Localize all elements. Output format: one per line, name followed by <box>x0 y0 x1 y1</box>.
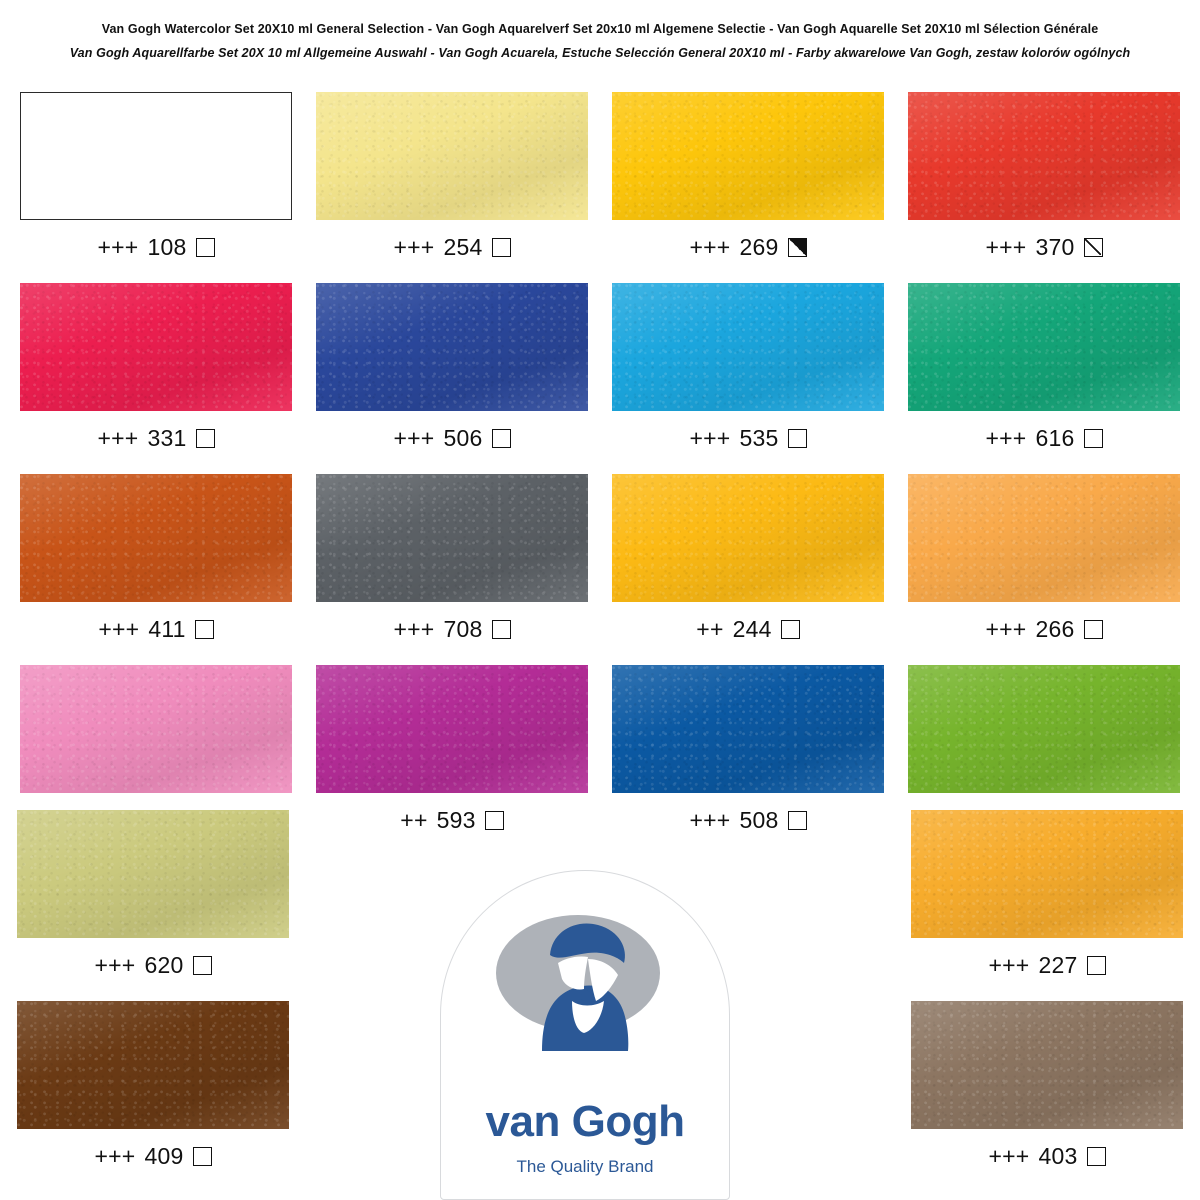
color-swatch <box>17 1001 289 1129</box>
paper-grain-texture <box>20 665 292 793</box>
paper-grain-texture <box>911 810 1183 938</box>
opacity-indicator-icon <box>492 429 511 448</box>
opacity-indicator-icon <box>788 429 807 448</box>
paper-grain-texture <box>316 474 588 602</box>
paper-grain-texture <box>908 92 1180 220</box>
paper-grain-texture <box>612 92 884 220</box>
swatch-label <box>94 1143 211 1170</box>
swatch-row <box>0 665 1200 834</box>
color-code: 616 <box>1035 425 1075 451</box>
swatch-cell-370 <box>899 92 1189 261</box>
paper-grain-texture <box>316 92 588 220</box>
swatch-row <box>0 283 1200 452</box>
swatch-cell-269 <box>603 92 893 261</box>
bottom-section <box>0 810 1200 1200</box>
brand-logo <box>440 870 760 1200</box>
swatch-label <box>985 616 1102 643</box>
paper-grain-texture <box>612 283 884 411</box>
wash-gradient <box>908 283 1180 411</box>
swatch-label <box>689 425 806 452</box>
swatch-cell-108 <box>11 92 301 261</box>
opacity-indicator-icon <box>1084 620 1103 639</box>
wash-gradient <box>316 474 588 602</box>
color-code: 508 <box>739 807 779 833</box>
swatch-cell-593 <box>307 665 597 834</box>
opacity-indicator-icon <box>492 620 511 639</box>
wash-gradient <box>911 810 1183 938</box>
color-code: 411 <box>148 616 186 642</box>
opacity-indicator-icon <box>196 429 215 448</box>
color-code: 708 <box>443 616 483 642</box>
color-swatch <box>612 665 884 793</box>
color-swatch <box>316 283 588 411</box>
wash-gradient <box>908 665 1180 793</box>
swatch-label <box>393 616 510 643</box>
swatch-cell-506 <box>307 283 597 452</box>
opacity-indicator-icon <box>193 956 212 975</box>
swatch-cell-403 <box>902 1001 1192 1170</box>
swatch-label <box>393 425 510 452</box>
wash-gradient <box>316 92 588 220</box>
swatch-cell-535 <box>603 283 893 452</box>
color-code: 506 <box>443 425 483 451</box>
color-code: 227 <box>1038 952 1078 978</box>
lightfastness-rating: +++ <box>97 234 139 260</box>
color-code: 620 <box>144 952 184 978</box>
lightfastness-rating: +++ <box>393 234 435 260</box>
color-code: 370 <box>1035 234 1075 260</box>
wash-gradient <box>20 474 292 602</box>
wash-gradient <box>17 810 289 938</box>
wash-gradient <box>908 92 1180 220</box>
swatch-label <box>985 234 1102 261</box>
wash-gradient <box>612 474 884 602</box>
wash-gradient <box>20 283 292 411</box>
brand-name: van Gogh <box>485 1097 685 1146</box>
wash-gradient <box>316 665 588 793</box>
paper-grain-texture <box>908 474 1180 602</box>
lightfastness-rating: +++ <box>94 1143 136 1169</box>
logo-card <box>440 870 730 1200</box>
swatch-cell-616 <box>899 283 1189 452</box>
swatch-label <box>97 234 214 261</box>
swatch-cell-357 <box>11 665 301 834</box>
lightfastness-rating: +++ <box>985 425 1027 451</box>
swatch-cell-620 <box>8 810 298 979</box>
swatch-label <box>696 616 799 643</box>
paper-grain-texture <box>612 665 884 793</box>
wash-gradient <box>612 92 884 220</box>
swatch-cell-244 <box>603 474 893 643</box>
color-swatch <box>908 92 1180 220</box>
opacity-indicator-icon <box>1084 429 1103 448</box>
swatch-cell-227 <box>902 810 1192 979</box>
swatch-row <box>0 474 1200 643</box>
color-swatch <box>908 474 1180 602</box>
wash-gradient <box>612 665 884 793</box>
color-swatch <box>316 474 588 602</box>
color-swatch <box>316 92 588 220</box>
swatch-cell-623 <box>899 665 1189 834</box>
swatch-label <box>94 952 211 979</box>
opacity-indicator-icon <box>781 620 800 639</box>
swatch-row <box>0 92 1200 261</box>
paper-grain-texture <box>17 1001 289 1129</box>
paper-grain-texture <box>20 474 292 602</box>
color-code: 409 <box>144 1143 184 1169</box>
color-code: 331 <box>147 425 187 451</box>
paper-grain-texture <box>20 283 292 411</box>
color-swatch <box>911 1001 1183 1129</box>
color-code: 535 <box>739 425 779 451</box>
wash-gradient <box>612 283 884 411</box>
color-swatch <box>17 810 289 938</box>
swatch-label <box>97 425 214 452</box>
color-swatch <box>612 474 884 602</box>
lightfastness-rating: +++ <box>689 425 731 451</box>
color-swatch <box>908 665 1180 793</box>
lightfastness-rating: +++ <box>94 952 136 978</box>
paper-grain-texture <box>908 665 1180 793</box>
swatch-label <box>689 234 806 261</box>
color-swatch <box>20 92 292 220</box>
color-code: 593 <box>436 807 476 833</box>
lightfastness-rating: ++ <box>400 807 428 833</box>
color-swatch <box>20 474 292 602</box>
paper-grain-texture <box>316 665 588 793</box>
lightfastness-rating: +++ <box>988 952 1030 978</box>
swatch-label <box>985 425 1102 452</box>
color-swatch <box>316 665 588 793</box>
swatch-grid <box>0 92 1200 856</box>
opacity-indicator-icon <box>1087 1147 1106 1166</box>
paper-grain-texture <box>17 810 289 938</box>
paper-grain-texture <box>908 283 1180 411</box>
swatch-label <box>988 1143 1105 1170</box>
lightfastness-rating: +++ <box>393 616 435 642</box>
lightfastness-rating: +++ <box>97 425 139 451</box>
bottom-left-column <box>8 810 298 1192</box>
lightfastness-rating: ++ <box>696 616 724 642</box>
swatch-cell-411 <box>11 474 301 643</box>
wash-gradient <box>316 283 588 411</box>
color-swatch <box>911 810 1183 938</box>
bottom-right-column <box>902 810 1192 1192</box>
paper-grain-texture <box>612 474 884 602</box>
brand-tagline: The Quality Brand <box>516 1157 654 1176</box>
lightfastness-rating: +++ <box>98 616 140 642</box>
color-code: 254 <box>443 234 483 260</box>
wash-gradient <box>908 474 1180 602</box>
color-code: 266 <box>1035 616 1075 642</box>
color-swatch <box>612 92 884 220</box>
paper-grain-texture <box>316 283 588 411</box>
lightfastness-rating: +++ <box>689 234 731 260</box>
swatch-label <box>988 952 1105 979</box>
lightfastness-rating: +++ <box>393 425 435 451</box>
color-code: 244 <box>732 616 772 642</box>
color-code: 269 <box>739 234 779 260</box>
van-gogh-portrait-icon <box>480 901 690 1071</box>
color-swatch <box>612 283 884 411</box>
paper-grain-texture <box>911 1001 1183 1129</box>
wash-gradient <box>17 1001 289 1129</box>
opacity-indicator-icon <box>788 238 807 257</box>
opacity-indicator-icon <box>196 238 215 257</box>
header-line-1: Van Gogh Watercolor Set 20X10 ml General Selection - Van Gogh Aquarelverf Set 20x10 ml Algemene Selectie - Van Gogh Aquarelle Set 20X10 ml Sélection Générale <box>101 22 1099 36</box>
wash-gradient <box>911 1001 1183 1129</box>
lightfastness-rating: +++ <box>689 807 731 833</box>
header-line-2: Van Gogh Aquarellfarbe Set 20X 10 ml Allgemeine Auswahl - Van Gogh Acuarela, Estuche Selección General 20X10 ml - Farby akwarelowe Van Gogh, zestaw kolorów ogólnych <box>69 45 1131 60</box>
color-code: 108 <box>147 234 187 260</box>
opacity-indicator-icon <box>193 1147 212 1166</box>
swatch-cell-508 <box>603 665 893 834</box>
chart-header <box>0 0 1200 66</box>
opacity-indicator-icon <box>492 238 511 257</box>
color-swatch <box>20 665 292 793</box>
color-swatch <box>908 283 1180 411</box>
swatch-label <box>98 616 213 643</box>
swatch-cell-266 <box>899 474 1189 643</box>
opacity-indicator-icon <box>1087 956 1106 975</box>
lightfastness-rating: +++ <box>985 616 1027 642</box>
swatch-cell-331 <box>11 283 301 452</box>
swatch-label <box>393 234 510 261</box>
lightfastness-rating: +++ <box>988 1143 1030 1169</box>
opacity-indicator-icon <box>195 620 214 639</box>
swatch-cell-409 <box>8 1001 298 1170</box>
opacity-indicator-icon <box>1084 238 1103 257</box>
color-code: 403 <box>1038 1143 1078 1169</box>
color-swatch <box>20 283 292 411</box>
swatch-cell-708 <box>307 474 597 643</box>
swatch-cell-254 <box>307 92 597 261</box>
lightfastness-rating: +++ <box>985 234 1027 260</box>
wash-gradient <box>20 665 292 793</box>
